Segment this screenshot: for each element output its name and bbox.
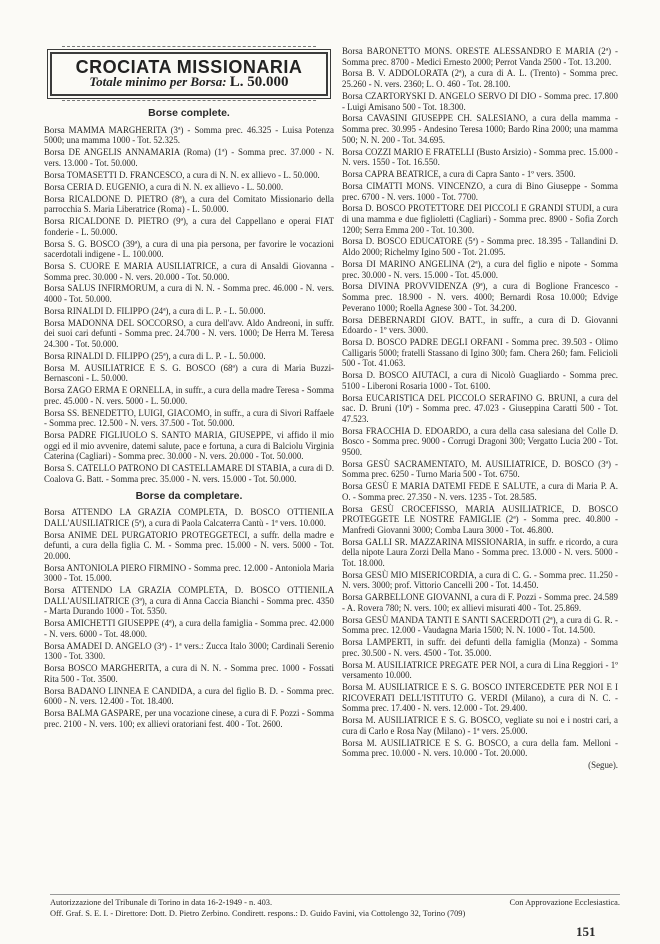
borsa-entry: Borsa CZARTORYSKI D. ANGELO SERVO DI DIO - Somma prec. 17.800 - Luigi Amisano 500 - Tot. 18.300. — [342, 90, 618, 112]
borsa-entry: Borsa ATTENDO LA GRAZIA COMPLETA, D. BOSCO OTTIENILA DALL'AUSILIATRICE (5ª), a cura di Paola Calcaterra Cantù - 1ª vers. 10.000. — [44, 507, 334, 528]
continues-note: (Segue). — [588, 760, 618, 771]
borsa-entry: Borsa RICALDONE D. PIETRO (8ª), a cura del Comitato Missionario della parrocchia S. Maria Liberatrice (Roma) - L. 50.000. — [44, 193, 334, 215]
borsa-entry: Borsa LAMPERTI, in suffr. dei defunti della famiglia (Monza) - Somma prec. 30.500 - N. vers. 4500 - Tot. 35.000. — [342, 637, 618, 658]
borsa-entry: Borsa COZZI MARIO E FRATELLI (Busto Arsizio) - Somma prec. 15.000 - N. vers. 1550 - Tot. 16.550. — [342, 146, 618, 168]
banner-title: CROCIATA MISSIONARIA — [75, 57, 303, 77]
borsa-entry: Borsa S. CATELLO PATRONO DI CASTELLAMARE DI STABIA, a cura di D. Coalova G. Batt. - Somma prec. 35.000 - N. vers. 15.000 - Tot. 50.000. — [44, 463, 334, 484]
borsa-entry: Borsa GALLI SR. MAZZARINA MISSIONARIA, in suffr. e ricordo, a cura della nipote Laura Zorzi Della Mano - Somma prec. 13.000 - N. vers. 5000 - Tot. 18.000. — [342, 536, 618, 568]
borsa-entry: Borsa RINALDI D. FILIPPO (24ª), a cura di L. P. - L. 50.000. — [44, 305, 266, 316]
borsa-entry: Borsa RINALDI D. FILIPPO (25ª), a cura di L. P. - L. 50.000. — [44, 350, 266, 361]
borsa-entry: Borsa B. V. ADDOLORATA (2ª), a cura di A. L. (Trento) - Somma prec. 25.260 - N. vers. 2360; L. O. 460 - Tot. 28.100. — [342, 68, 618, 90]
borsa-entry: Borsa M. AUSILIATRICE E S. G. BOSCO, a cura della fam. Melloni - Somma prec. 10.000 - N. vers. 10.000 - Tot. 20.000. — [342, 737, 618, 759]
section-heading-incomplete: Borse da completare. — [135, 489, 243, 502]
borsa-entry: Borsa CAVASINI GIUSEPPE CH. SALESIANO, a cura della mamma - Somma prec. 30.995 - Andesino Teresa 1000; Bardo Rina 2000; una mamma 500; N. N. 200 - Tot. 34.695. — [342, 113, 618, 145]
borsa-entry: Borsa CIMATTI MONS. VINCENZO, a cura di Bino Giuseppe - Somma prec. 6700 - N. vers. 1000 - Tot. 7700. — [342, 180, 618, 202]
borsa-entry: Borsa GESÙ CROCEFISSO, MARIA AUSILIATRICE, D. BOSCO PROTEGGETE LE NOSTRE FAMIGLIE (2ª) - Somma prec. 40.800 - Manfredi Giovanni 3000; Comba Laura 3000 - Tot. 46.800. — [342, 503, 618, 535]
borsa-entry: Borsa DI MARINO ANGELINA (2ª), a cura del figlio e nipote - Somma prec. 30.000 - N. vers. 15.000 - Tot. 45.000. — [342, 258, 618, 280]
left-column — [44, 44, 334, 731]
borsa-entry: Borsa ANTONIOLA PIERO FIRMINO - Somma prec. 12.000 - Antoniola Maria 3000 - Tot. 15.000. — [44, 562, 334, 584]
borsa-entry: Borsa PADRE FIGLIUOLO S. SANTO MARIA, GIUSEPPE, vi affido il mio oggi ed il mio avvenire, datemi salute, pace e fortuna, a cura di Balciolu Virginia Caterina (Cagliari) - Somma prec. 30.000 - N. vers. 20.000 - Tot. 50.000. — [44, 430, 334, 462]
borsa-entry: Borsa BADANO LINNEA E CANDIDA, a cura del figlio B. D. - Somma prec. 6000 - N. vers. 12.400 - Tot. 18.400. — [44, 685, 334, 707]
banner-amount: L. 50.000 — [229, 73, 289, 90]
crociata-banner — [50, 52, 328, 96]
borsa-entry: Borsa BARONETTO MONS. ORESTE ALESSANDRO E MARIA (2ª) - Somma prec. 8700 - Medici Ernesto 2000; Perrot Vanda 2500 - Tot. 13.200. — [342, 46, 618, 67]
borsa-entry: Borsa CERIA D. EUGENIO, a cura di N. N. ex allievo - L. 50.000. — [44, 181, 284, 192]
borsa-entry: Borsa CAPRA BEATRICE, a cura di Capra Santo - 1º vers. 3500. — [342, 169, 576, 180]
borsa-entry: Borsa ZAGO ERMA E ORNELLA, in suffr., a cura della madre Teresa - Somma prec. 45.000 - N. vers. 5000 - L. 50.000. — [44, 385, 334, 406]
banner-subtitle — [58, 73, 320, 90]
borsa-entry: Borsa MAMMA MARGHERITA (3ª) - Somma prec. 46.325 - Luisa Potenza 5000; una mamma 1000 - Tot. 52.325. — [44, 124, 334, 146]
footer-authorization: Autorizzazione del Tribunale di Torino in data 16-2-1949 - n. 403. — [50, 898, 273, 907]
borsa-entry: Borsa DEBERNARDI GIOV. BATT., in suffr., a cura di D. Giovanni Edoardo - 1º vers. 3000. — [342, 314, 618, 336]
section-heading-complete: Borse complete. — [148, 107, 230, 120]
borsa-entry: Borsa SS. BENEDETTO, LUIGI, GIACOMO, in suffr., a cura di Sivori Raffaele - Somma prec. 12.500 - N. vers. 37.500 - Tot. 50.000. — [44, 407, 334, 429]
borsa-entry: Borsa M. AUSILIATRICE E S. G. BOSCO INTERCEDETE PER NOI E I RICOVERATI DELL'ISTITUTO G. VERDI (Milano), a cura di N. C. - Somma prec. 17.400 - N. vers. 12.000 - Tot. 29.400. — [342, 682, 618, 714]
borsa-entry: Borsa GESÙ MIO MISERICORDIA, a cura di C. G. - Somma prec. 11.250 - N. vers. 3000; prof. Vittorio Cancelli 200 - Tot. 14.450. — [342, 569, 618, 591]
borsa-entry: Borsa M. AUSILIATRICE E S. G. BOSCO, vegliate su noi e i nostri cari, a cura di Carlo e Rosa Nay (Milano) - 1ª vers. 25.000. — [342, 715, 618, 736]
borsa-entry: Borsa SALUS INFIRMORUM, a cura di N. N. - Somma prec. 46.000 - N. vers. 4000 - Tot. 50.000. — [44, 283, 334, 305]
borsa-entry: Borsa EUCARISTICA DEL PICCOLO SERAFINO G. BRUNI, a cura del sac. D. Bruni (10ª) - Somma prec. 47.023 - Giuseppina Caratti 500 - Tot. 47.523. — [342, 392, 618, 424]
borsa-entry: Borsa GESÙ MANDA TANTI E SANTI SACERDOTI (2ª), a cura di G. R. - Somma prec. 12.000 - Vaudagna Maria 1500; N. N. 1000 - Tot. 14.500. — [342, 614, 618, 636]
borsa-entry: Borsa DE ANGELIS ANNAMARIA (Roma) (1ª) - Somma prec. 37.000 - N. vers. 13.000 - Tot. 50.000. — [44, 147, 334, 168]
footer-approval: Con Approvazione Ecclesiastica. — [509, 898, 620, 907]
complete-list — [44, 125, 334, 485]
borsa-entry: Borsa D. BOSCO PADRE DEGLI ORFANI - Somma prec. 39.503 - Olimo Calligaris 5000; fratelli Stassano di Igino 300; fam. Chera 260; fam. Felicioli 500 - Tot. 41.063. — [342, 337, 618, 369]
page-number: 151 — [576, 924, 596, 939]
footer — [50, 897, 620, 919]
borsa-entry: Borsa D. BOSCO EDUCATORE (5ª) - Somma prec. 18.395 - Tallandini D. Aldo 2000; Richelmy Igino 500 - Tot. 21.095. — [342, 236, 618, 258]
borsa-entry: Borsa RICALDONE D. PIETRO (9ª), a cura del Cappellano e operai FIAT fonderie - L. 50.000. — [44, 216, 334, 237]
borsa-entry: Borsa BOSCO MARGHERITA, a cura di N. N. - Somma prec. 1000 - Fossati Rita 500 - Tot. 3500. — [44, 663, 334, 684]
borsa-entry: Borsa M. AUSILIATRICE PREGATE PER NOI, a cura di Lina Reggiori - 1º versamento 10.000. — [342, 659, 618, 681]
borsa-entry: Borsa AMICHETTI GIUSEPPE (4ª), a cura della famiglia - Somma prec. 42.000 - N. vers. 6000 - Tot. 48.000. — [44, 618, 334, 639]
borsa-entry: Borsa GESÙ SACRAMENTATO, M. AUSILIATRICE, D. BOSCO (3ª) - Somma prec. 6250 - Turno Maria 500 - Tot. 6750. — [342, 458, 618, 480]
borsa-entry: Borsa MADONNA DEL SOCCORSO, a cura dell'avv. Aldo Andreoni, in suffr. dei suoi cari defunti - Somma prec. 24.700 - N. vers. 1000; De Herra M. Teresa 24.300 - Tot. 50.000. — [44, 317, 334, 350]
borsa-entry: Borsa M. AUSILIATRICE E S. G. BOSCO (68ª) a cura di Maria Buzzi-Bernasconi - L. 50.000. — [44, 362, 334, 384]
borsa-entry: Borsa S. CUORE E MARIA AUSILIATRICE, a cura di Ansaldi Giovanna - Somma prec. 30.000 - N. vers. 20.000 - Tot. 50.000. — [44, 260, 334, 282]
borsa-entry: Borsa FRACCHIA D. EDOARDO, a cura della casa salesiana del Colle D. Bosco - Somma prec. 9000 - Corrugi Dragoni 300; Vergatto Lucia 200 - Tot. 9500. — [342, 425, 618, 457]
borsa-entry: Borsa AMADEI D. ANGELO (3ª) - 1ª vers.: Zucca Italo 3000; Cardinali Serenio 1300 - Tot. 3300. — [44, 640, 334, 662]
incomplete-list — [44, 507, 334, 729]
borsa-entry: Borsa GARBELLONE GIOVANNI, a cura di F. Pozzi - Somma prec. 24.589 - A. Rovera 780; N. vers. 100; ex allievi misurati 400 - Tot. 25.869. — [342, 592, 618, 613]
borsa-entry: Borsa DIVINA PROVVIDENZA (9ª), a cura di Boglione Francesco - Somma prec. 18.900 - N. vers. 4000; Bernardi Rosa 10.000; Edvige Peverano 1000; Roella Agnese 300 - Tot. 34.200. — [342, 281, 618, 313]
borsa-entry: Borsa S. G. BOSCO (39ª), a cura di una pia persona, per favorire le vocazioni sacerdotali indigene - L. 100.000. — [44, 238, 334, 260]
footer-credits: Off. Graf. S. E. I. - Direttore: Dott. D. Pietro Zerbino. Condirett. respons.: D. Guido Favini, via Cottolengo 32, Torino (709) — [50, 909, 466, 918]
borsa-entry: Borsa GESÙ E MARIA DATEMI FEDE E SALUTE, a cura di Maria P. A. O. - Somma prec. 27.350 - N. vers. 1235 - Tot. 28.585. — [342, 481, 618, 502]
borsa-entry: Borsa ANIME DEL PURGATORIO PROTEGGETECI, a suffr. della madre e defunti, a cura della figlia C. M. - Somma prec. 15.000 - N. vers. 5000 - Tot. 20.000. — [44, 529, 334, 561]
banner-subtitle-text: Totale minimo per Borsa: — [89, 73, 227, 89]
borsa-entry: Borsa BALMA GASPARE, per una vocazione cinese, a cura di F. Pozzi - Somma prec. 2100 - N. vers. 100; ex allievi oratoriani fest. 400 - Tot. 2600. — [44, 708, 334, 729]
right-column — [342, 46, 618, 771]
footer-divider — [50, 894, 620, 895]
borsa-entry: Borsa D. BOSCO PROTETTORE DEI PICCOLI E GRANDI STUDI, a cura di una mamma e due figlioletti (Cagliari) - Somma prec. 8900 - Sofia Zorch 1200; Serra Emma 200 - Tot. 10.300. — [342, 203, 618, 235]
borsa-entry: Borsa ATTENDO LA GRAZIA COMPLETA, D. BOSCO OTTIENILA DALL'AUSILIATRICE (3ª), a cura di Anna Caccia Bianchi - Somma prec. 4350 - Marta Durando 1000 - Tot. 5350. — [44, 585, 334, 617]
borsa-entry: Borsa D. BOSCO AIUTACI, a cura di Nicolò Guagliardo - Somma prec. 5100 - Liberoni Rosaria 1000 - Tot. 6100. — [342, 370, 618, 391]
footer-row — [50, 897, 620, 908]
borsa-entry: Borsa TOMASETTI D. FRANCESCO, a cura di N. N. ex allievo - L. 50.000. — [44, 169, 320, 180]
right-list — [342, 46, 618, 759]
